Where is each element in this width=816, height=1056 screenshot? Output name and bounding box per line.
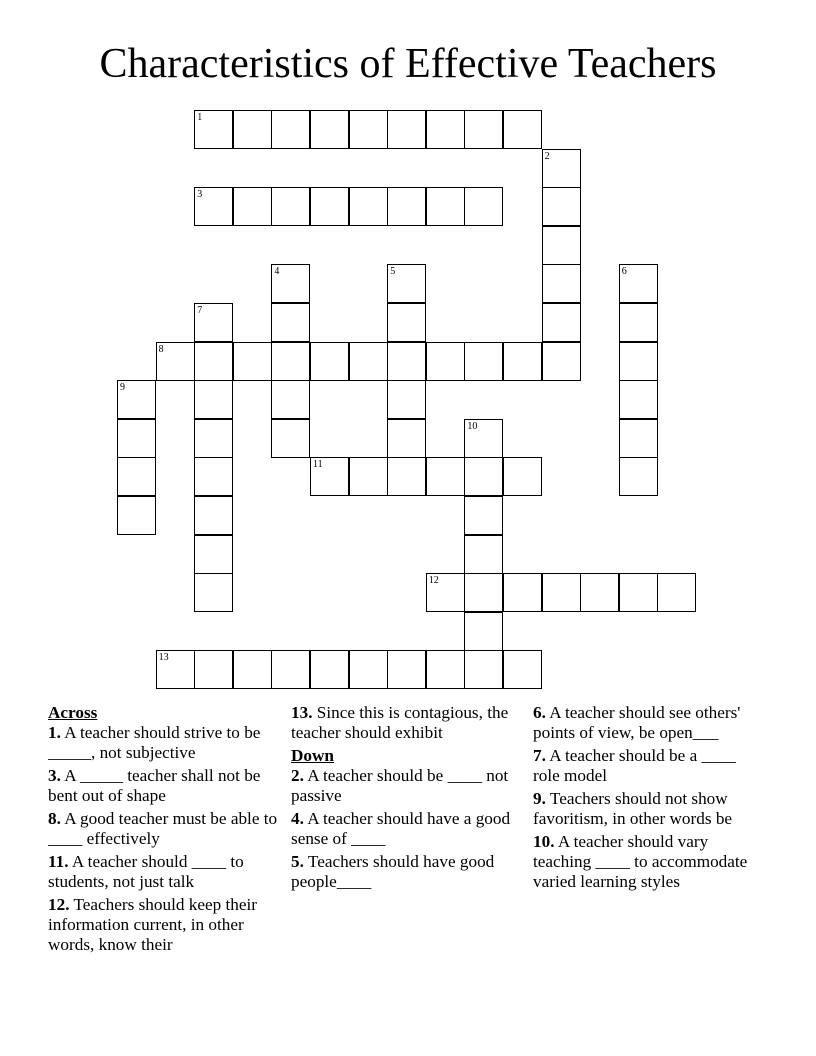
grid-cell[interactable]: [271, 342, 310, 381]
grid-cell[interactable]: [310, 457, 349, 496]
across-clue-12: 12. Teachers should keep their information current, in other words, know their: [48, 895, 257, 954]
down-clue-5: 5. Teachers should have good people____: [291, 852, 495, 891]
across-clue-11: 11. A teacher should ____ to students, not just talk: [48, 852, 244, 891]
cell-number: 9: [120, 382, 125, 394]
across-clue-1: 1. A teacher should strive to be _____, not subjective: [48, 723, 261, 762]
grid-cell[interactable]: [387, 110, 426, 149]
grid-cell[interactable]: [349, 110, 388, 149]
grid-cell[interactable]: [542, 342, 581, 381]
cell-number: 3: [197, 189, 203, 201]
grid-cell[interactable]: [194, 650, 233, 689]
grid-cell[interactable]: [194, 110, 233, 149]
grid-cell[interactable]: [387, 264, 426, 303]
grid-cell[interactable]: [233, 342, 272, 381]
across-heading: Across: [48, 703, 98, 722]
cell-number: 12: [428, 575, 439, 587]
grid-cell[interactable]: [194, 303, 233, 342]
grid-cell[interactable]: [464, 110, 503, 149]
grid-cell[interactable]: [117, 419, 156, 458]
grid-cell[interactable]: [619, 419, 658, 458]
grid-cell[interactable]: [619, 573, 658, 612]
grid-cell[interactable]: [503, 342, 542, 381]
across-clue-8: 8. A good teacher must be able to ____ effectively: [48, 809, 278, 848]
grid-cell[interactable]: [233, 187, 272, 226]
cell-number: 2: [544, 150, 550, 162]
down-heading: Down: [291, 746, 334, 765]
grid-cell[interactable]: [349, 457, 388, 496]
grid-cell[interactable]: [117, 457, 156, 496]
grid-cell[interactable]: [464, 457, 503, 496]
across-clue-13: 13. Since this is contagious, the teacher should exhibit: [291, 703, 509, 742]
grid-cell[interactable]: [310, 187, 349, 226]
grid-cell[interactable]: [503, 110, 542, 149]
grid-cell[interactable]: [542, 264, 581, 303]
grid-cell[interactable]: [387, 303, 426, 342]
down-clue-10: 10. A teacher should vary teaching ____ to accommodate varied learning styles: [533, 832, 748, 891]
puzzle-title: Characteristics of Effective Teachers: [99, 41, 717, 87]
grid-cell[interactable]: [194, 535, 233, 574]
grid-cell[interactable]: [387, 187, 426, 226]
grid-cell[interactable]: [503, 650, 542, 689]
grid-cell[interactable]: [271, 419, 310, 458]
grid-cell[interactable]: [464, 419, 503, 458]
grid-cell[interactable]: [503, 573, 542, 612]
grid-cell[interactable]: [464, 342, 503, 381]
grid-cell[interactable]: [464, 187, 503, 226]
grid-cell[interactable]: [426, 573, 465, 612]
grid-cell[interactable]: [349, 187, 388, 226]
grid-cell[interactable]: [156, 650, 195, 689]
grid-cell[interactable]: [464, 535, 503, 574]
grid-cell[interactable]: [310, 110, 349, 149]
grid-cell[interactable]: [349, 342, 388, 381]
grid-cell[interactable]: [619, 380, 658, 419]
grid-cell[interactable]: [619, 457, 658, 496]
grid-cell[interactable]: [271, 264, 310, 303]
grid-cell[interactable]: [271, 380, 310, 419]
grid-cell[interactable]: [233, 650, 272, 689]
grid-cell[interactable]: [117, 380, 156, 419]
cell-number: 10: [467, 420, 478, 432]
grid-cell[interactable]: [194, 419, 233, 458]
grid-cell[interactable]: [271, 650, 310, 689]
cell-number: 11: [313, 459, 323, 471]
grid-cell[interactable]: [194, 342, 233, 381]
grid-cell[interactable]: [619, 303, 658, 342]
grid-cell[interactable]: [542, 187, 581, 226]
clues-column-3: [533, 703, 765, 895]
grid-cell[interactable]: [349, 650, 388, 689]
grid-cell[interactable]: [426, 187, 465, 226]
grid-cell[interactable]: [464, 612, 503, 651]
grid-cell[interactable]: [271, 303, 310, 342]
grid-cell[interactable]: [619, 264, 658, 303]
grid-cell[interactable]: [464, 650, 503, 689]
grid-cell[interactable]: [194, 496, 233, 535]
down-clue-9: 9. Teachers should not show favoritism, in other words be: [533, 789, 733, 828]
grid-cell[interactable]: [580, 573, 619, 612]
grid-cell[interactable]: [156, 342, 195, 381]
clues-column-1: [48, 703, 280, 958]
grid-cell[interactable]: [271, 110, 310, 149]
grid-cell[interactable]: [387, 342, 426, 381]
grid-cell[interactable]: [117, 496, 156, 535]
grid-cell[interactable]: [503, 457, 542, 496]
cell-number: 5: [390, 266, 396, 278]
grid-cell[interactable]: [426, 457, 465, 496]
across-clue-3: 3. A _____ teacher shall not be bent out of shape: [48, 766, 261, 805]
clues-column-1-clip: [48, 703, 280, 958]
grid-cell[interactable]: [426, 342, 465, 381]
down-clue-2: 2. A teacher should be ____ not passive: [291, 766, 509, 805]
grid-cell[interactable]: [426, 650, 465, 689]
grid-cell[interactable]: [271, 187, 310, 226]
grid-cell[interactable]: [464, 573, 503, 612]
cell-number: 13: [158, 652, 169, 664]
grid-cell[interactable]: [194, 457, 233, 496]
grid-cell[interactable]: [464, 496, 503, 535]
grid-cell[interactable]: [542, 226, 581, 265]
cell-number: 1: [197, 112, 203, 123]
grid-cell[interactable]: [387, 650, 426, 689]
cell-number: 8: [158, 343, 164, 355]
cell-number: 7: [197, 305, 203, 316]
down-clue-4: 4. A teacher should have a good sense of ____: [291, 809, 511, 848]
grid-cell[interactable]: [310, 342, 349, 381]
grid-cell[interactable]: [542, 303, 581, 342]
grid-cell[interactable]: [310, 650, 349, 689]
down-clue-7: 7. A teacher should be a ____ role model: [533, 746, 736, 785]
grid-cell[interactable]: [387, 419, 426, 458]
grid-cell[interactable]: [657, 573, 696, 612]
grid-cell[interactable]: [194, 187, 233, 226]
grid-cell[interactable]: [233, 110, 272, 149]
grid-cell[interactable]: [194, 573, 233, 612]
cell-number: 6: [621, 266, 627, 278]
grid-cell[interactable]: [194, 380, 233, 419]
grid-cell[interactable]: [542, 573, 581, 612]
clues-column-2: [291, 703, 523, 895]
grid-cell[interactable]: [387, 457, 426, 496]
grid-cell[interactable]: [426, 110, 465, 149]
grid-cell[interactable]: [387, 380, 426, 419]
grid-cell[interactable]: [619, 342, 658, 381]
down-clue-6: 6. A teacher should see others' points of view, be open___: [533, 703, 741, 742]
grid-cell[interactable]: [542, 149, 581, 188]
cell-number: 4: [274, 266, 280, 278]
